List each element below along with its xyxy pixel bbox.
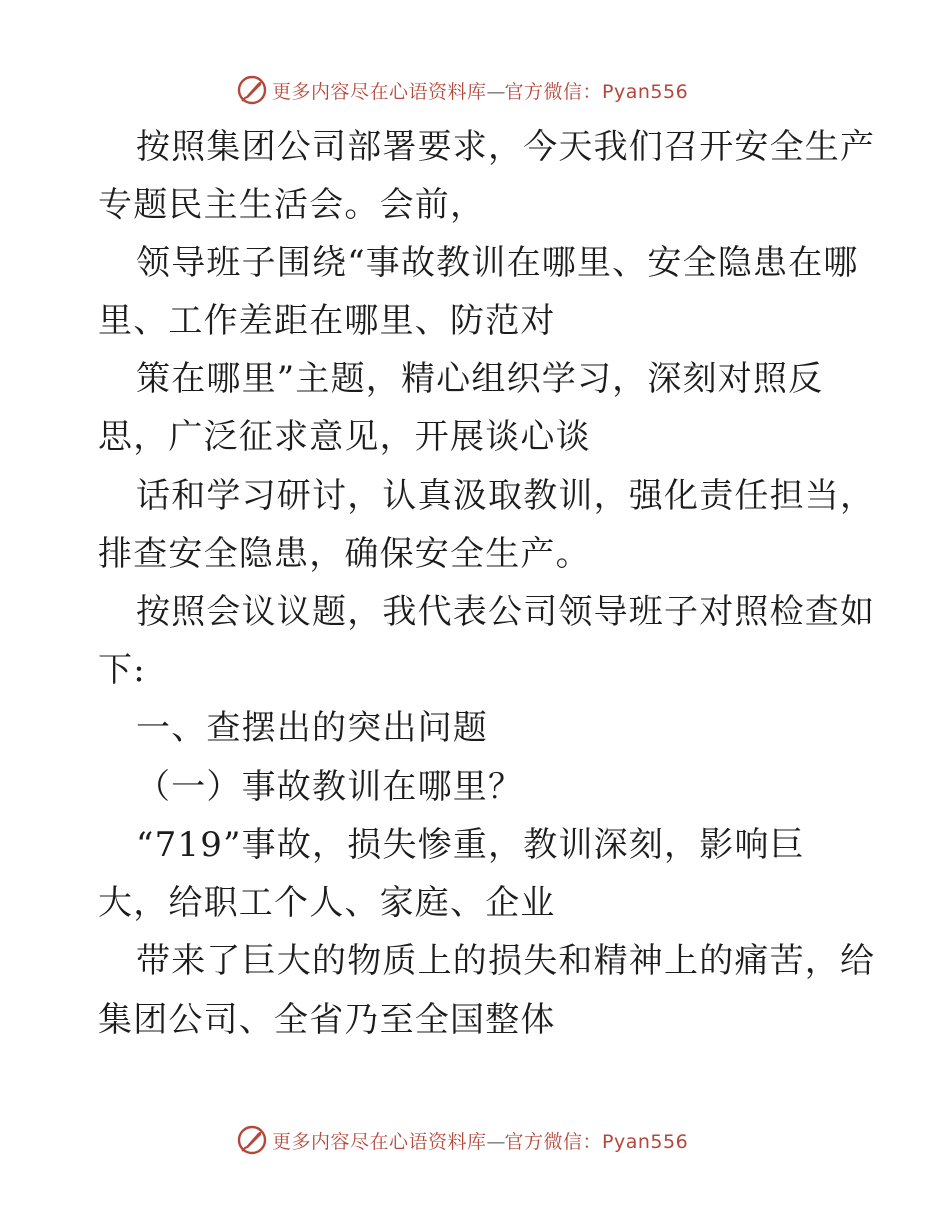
watermark-dash: — bbox=[486, 1130, 505, 1153]
body-line: 集团公司、全省乃至全国整体 bbox=[98, 1000, 556, 1040]
body-line: 策在哪里”主题，精心组织学习，深刻对照反 bbox=[136, 359, 824, 399]
body-line: “719”事故，损失惨重，教训深刻，影响巨 bbox=[136, 825, 805, 865]
body-line: 思，广泛征求意见，开展谈心谈 bbox=[98, 417, 591, 457]
body-line: 按照会议议题，我代表公司领导班子对照检查如 bbox=[136, 592, 876, 632]
watermark-text bbox=[272, 77, 688, 104]
body-line: 按照集团公司部署要求，今天我们召开安全生产 bbox=[136, 127, 876, 167]
watermark-banner-top bbox=[236, 73, 688, 107]
body-line: 大，给职工个人、家庭、企业 bbox=[98, 883, 556, 923]
subsection-heading: （一）事故教训在哪里？ bbox=[136, 767, 524, 807]
watermark-banner-bottom bbox=[236, 1123, 688, 1157]
body-line: 领导班子围绕“事故教训在哪里、安全隐患在哪 bbox=[136, 243, 859, 283]
body-line: 下: bbox=[98, 650, 146, 690]
watermark-brand: 更多内容尽在心语资料库 bbox=[272, 80, 487, 103]
body-line: 里、工作差距在哪里、防范对 bbox=[98, 301, 556, 341]
watermark-text bbox=[272, 1127, 688, 1154]
body-line: 带来了巨大的物质上的损失和精神上的痛苦，给 bbox=[136, 941, 876, 981]
quill-circle-logo-icon bbox=[236, 74, 268, 106]
watermark-dash: — bbox=[486, 80, 505, 103]
quill-circle-logo-icon bbox=[236, 1124, 268, 1156]
watermark-label: 官方微信 bbox=[504, 80, 583, 103]
watermark-account: Pyan556 bbox=[602, 80, 689, 103]
watermark-account: Pyan556 bbox=[602, 1130, 689, 1153]
section-heading: 一、查摆出的突出问题 bbox=[136, 708, 488, 748]
body-line: 话和学习研讨，认真汲取教训，强化责任担当， bbox=[136, 476, 876, 516]
watermark-colon: ： bbox=[582, 80, 603, 103]
body-line: 排查安全隐患，确保安全生产。 bbox=[98, 534, 591, 574]
watermark-brand: 更多内容尽在心语资料库 bbox=[272, 1130, 487, 1153]
watermark-label: 官方微信 bbox=[504, 1130, 583, 1153]
watermark-colon: ： bbox=[582, 1130, 603, 1153]
body-line: 专题民主生活会。会前， bbox=[98, 185, 486, 225]
